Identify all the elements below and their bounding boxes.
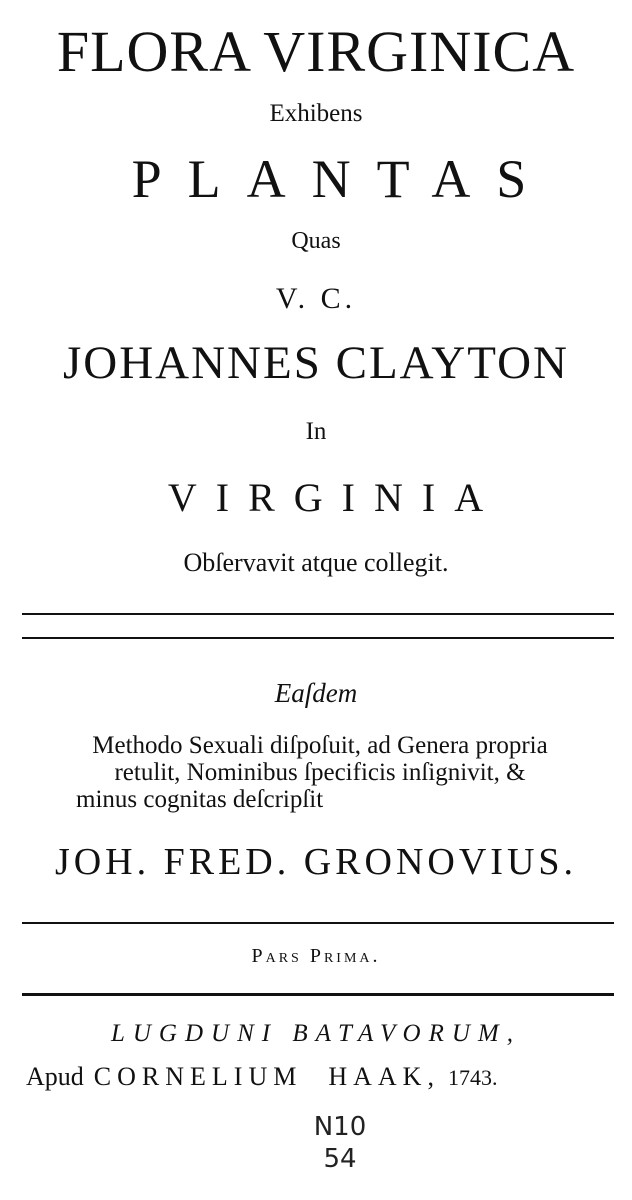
- shelfmark-line: N10: [313, 1112, 367, 1142]
- publisher-first-name: CORNELIUM: [93, 1062, 303, 1091]
- editor-name: JOH. FRED. GRONOVIUS.: [54, 841, 578, 883]
- imprint-year: 1743.: [447, 1065, 498, 1090]
- place-name: VIRGINIA: [167, 475, 503, 520]
- imprint-line: [26, 1062, 618, 1092]
- divider-rule: [22, 613, 614, 615]
- plantas-heading: PLANTAS: [131, 149, 553, 209]
- vc-text: V. C.: [275, 282, 357, 315]
- easdem-text: Eaſdem: [274, 678, 358, 708]
- imprint-apud: Apud: [26, 1062, 84, 1091]
- shelfmark-line: 54: [323, 1144, 357, 1174]
- description-line: Methodo Sexuali diſpoſuit, ad Genera propria: [92, 732, 548, 759]
- author-name: JOHANNES CLAYTON: [63, 337, 569, 389]
- publisher-last-name: HAAK,: [328, 1062, 440, 1091]
- divider-rule: [22, 922, 614, 924]
- description-paragraph: [20, 732, 620, 813]
- description-line: retulit, Nominibus ſpecificis inſignivit, &: [114, 759, 526, 786]
- observavit-text: Obſervavit atque collegit.: [183, 548, 449, 577]
- exhibens-text: Exhibens: [269, 100, 363, 127]
- imprint-city: LUGDUNI BATAVORUM,: [110, 1020, 522, 1047]
- book-title: FLORA VIRGINICA: [56, 19, 576, 84]
- divider-rule: [22, 637, 614, 639]
- in-text: In: [305, 418, 327, 445]
- quas-text: Quas: [291, 228, 341, 254]
- divider-rule: [22, 993, 614, 996]
- part-label: Pars Prima.: [251, 945, 381, 967]
- description-line: minus cognitas deſcripſit: [76, 786, 324, 813]
